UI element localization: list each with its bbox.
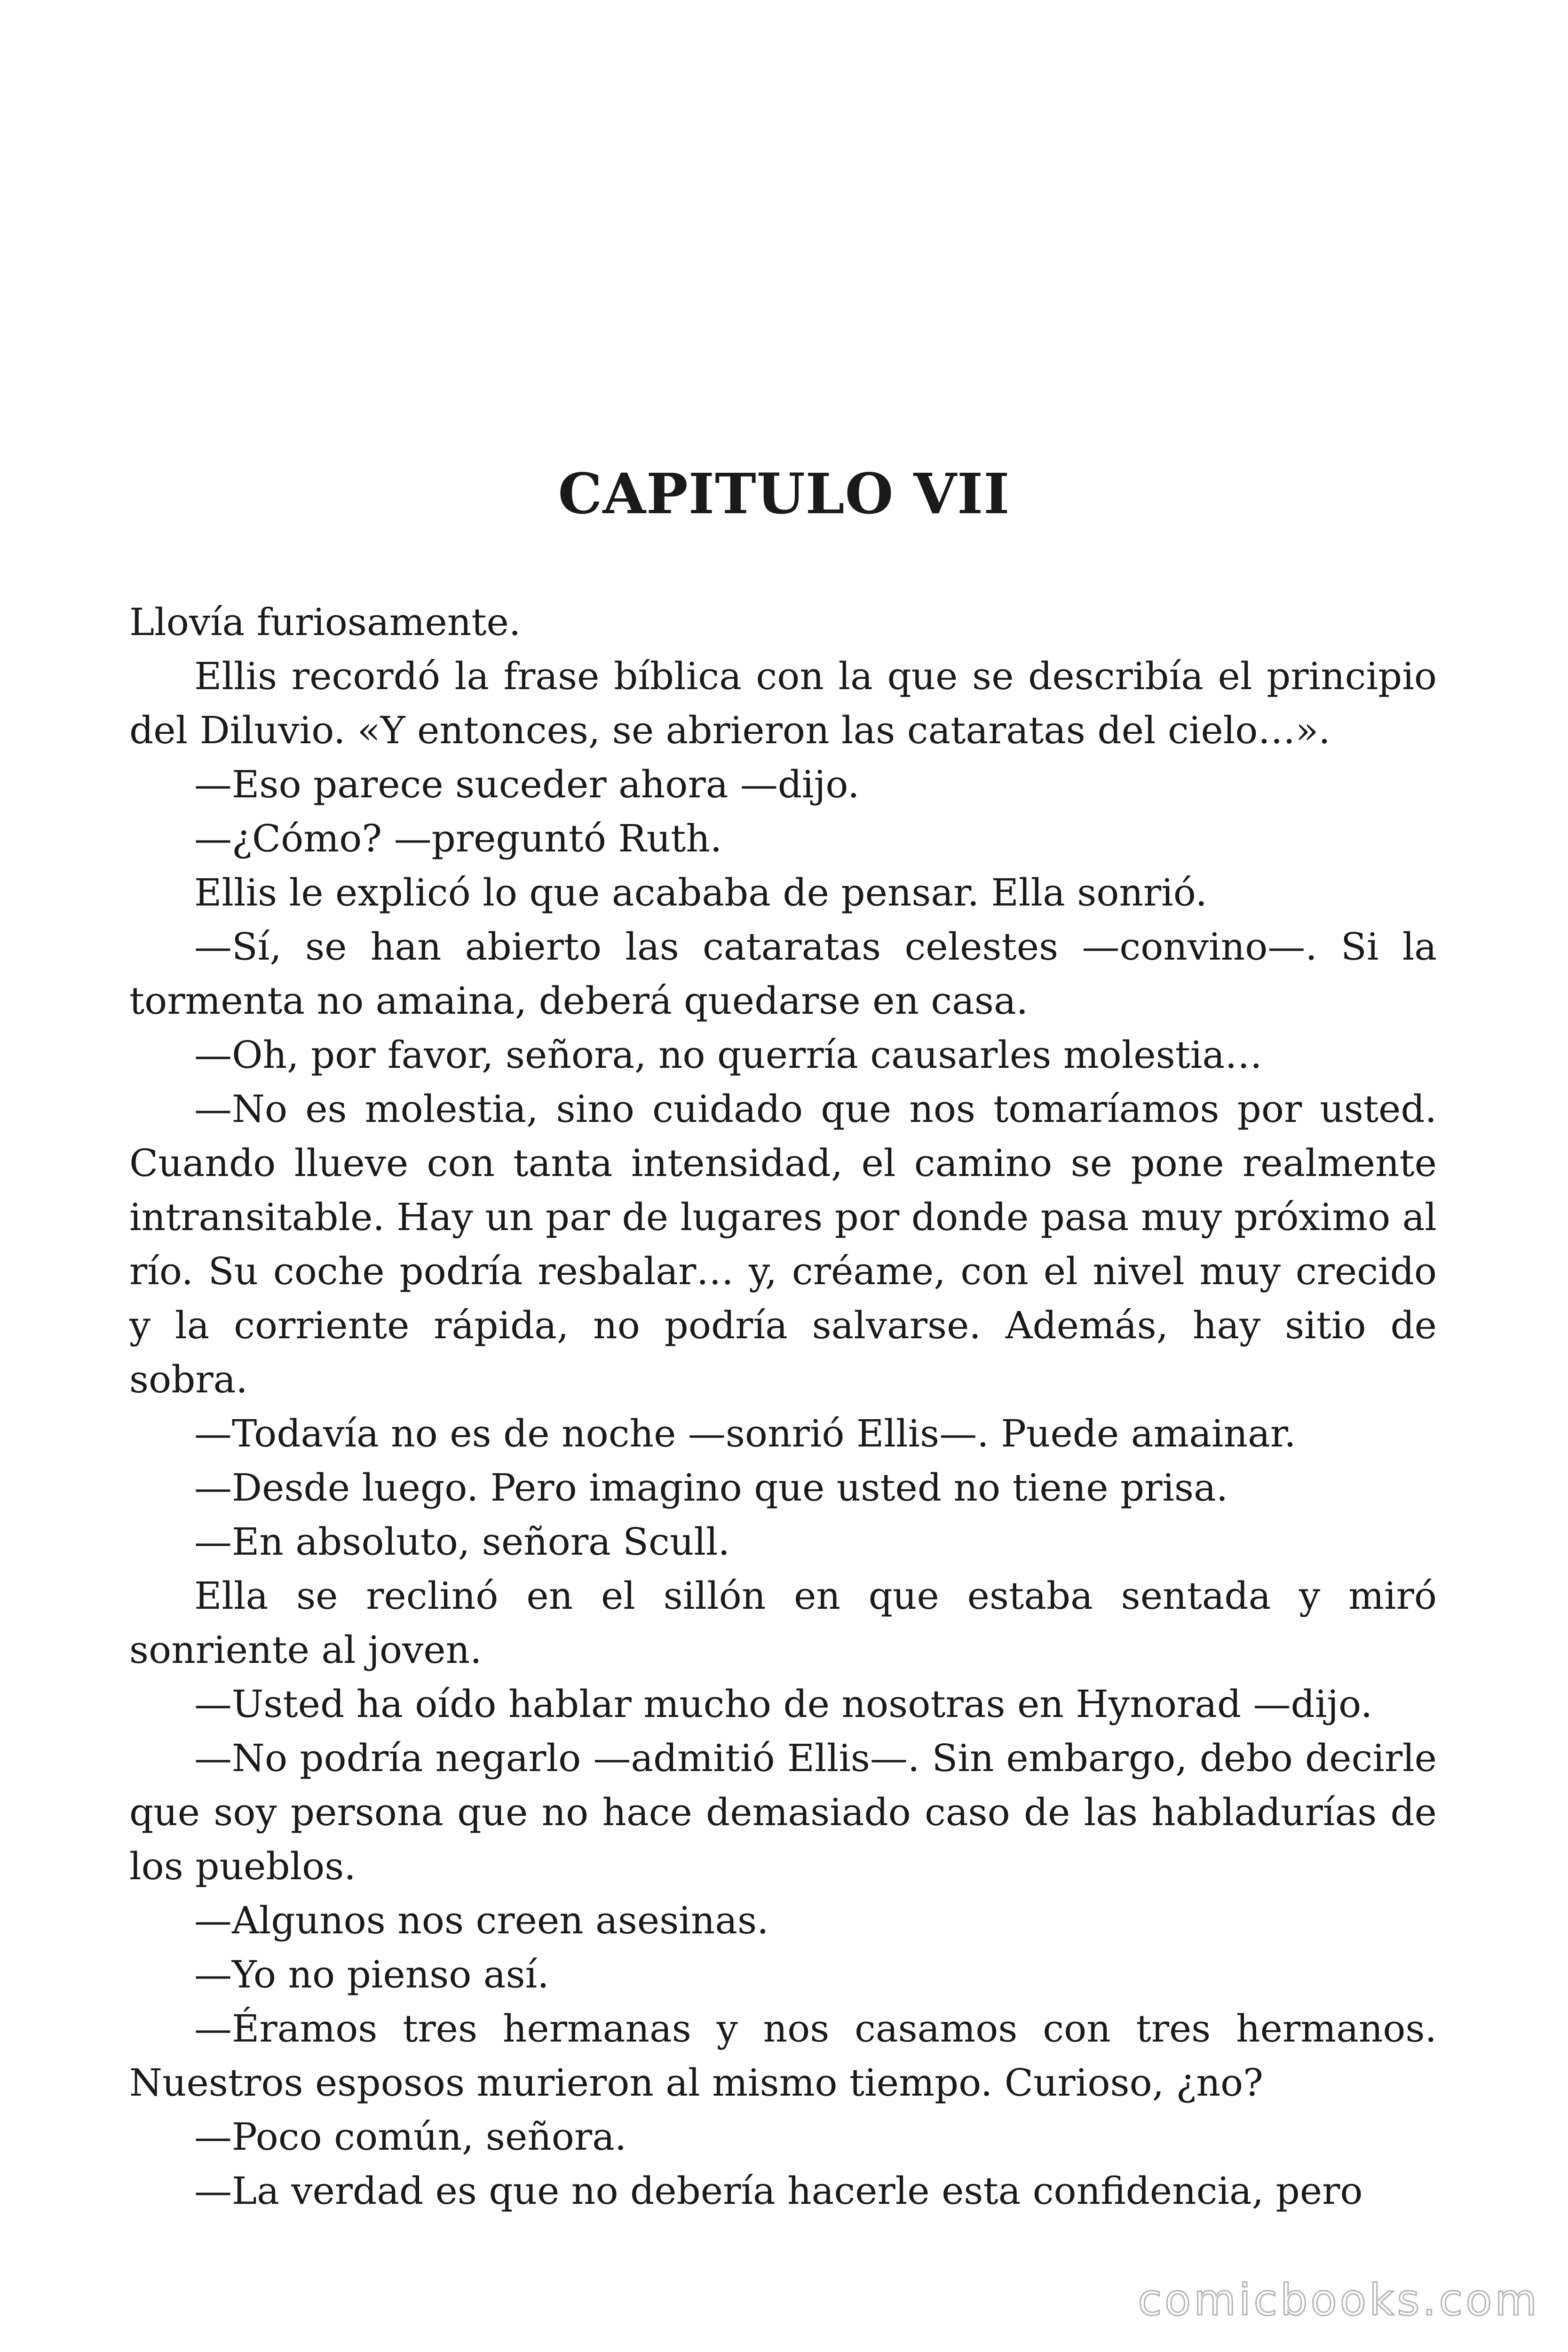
paragraph: —Desde luego. Pero imagino que usted no tiene prisa.: [194, 1466, 1228, 1510]
paragraph: —Algunos nos creen asesinas.: [194, 1899, 769, 1942]
paragraph: Ellis recordó la frase bíblica con la que se describía el principio del Diluvio. «Y entonces, se abrieron las cataratas del cielo…».: [129, 654, 1437, 752]
paragraph: Llovía furiosamente.: [129, 600, 521, 644]
paragraph: Ellis le explicó lo que acababa de pensar. Ella sonrió.: [194, 871, 1207, 914]
chapter-body: [129, 595, 1437, 2218]
paragraph: —Yo no pienso así.: [194, 1953, 549, 1996]
paragraph: —¿Cómo? —preguntó Ruth.: [194, 817, 722, 860]
paragraph: —Eso parece suceder ahora —dijo.: [194, 763, 860, 806]
paragraph: —Sí, se han abierto las cataratas celestes —convino—. Si la tormenta no amaina, deberá quedarse en casa.: [129, 925, 1437, 1023]
paragraph: —Poco común, señora.: [194, 2115, 627, 2159]
paragraph: —Éramos tres hermanas y nos casamos con tres hermanos. Nuestros esposos murieron al mismo tiempo. Curioso, ¿no?: [129, 2007, 1437, 2105]
paragraph: —La verdad es que no debería hacerle esta confidencia, pero: [194, 2169, 1363, 2213]
chapter-title: CAPITULO VII: [558, 461, 1010, 526]
paragraph: —En absoluto, señora Scull.: [194, 1520, 730, 1564]
paragraph: —Oh, por favor, señora, no querría causarles molestia…: [194, 1033, 1263, 1077]
paragraph: —No podría negarlo —admitió Ellis—. Sin embargo, debo decirle que soy persona que no hace demasiado caso de las habladurías de los pueblos.: [129, 1736, 1437, 1888]
paragraph: —Usted ha oído hablar mucho de nosotras en Hynorad —dijo.: [194, 1682, 1373, 1726]
paragraph: Ella se reclinó en el sillón en que estaba sentada y miró sonriente al joven.: [129, 1574, 1437, 1672]
paragraph: —No es molestia, sino cuidado que nos tomaríamos por usted. Cuando llueve con tanta intensidad, el camino se pone realmente intransitable. Hay un par de lugares por donde pasa muy próximo al río. Su coche podría resbalar… y, créame, con el nivel muy crecido y la corriente rápida, no podría salvarse. Además, hay sitio de sobra.: [129, 1087, 1437, 1401]
paragraph: —Todavía no es de noche —sonrió Ellis—. Puede amainar.: [194, 1412, 1296, 1455]
watermark: comicbooks.com: [1138, 2275, 1540, 2325]
